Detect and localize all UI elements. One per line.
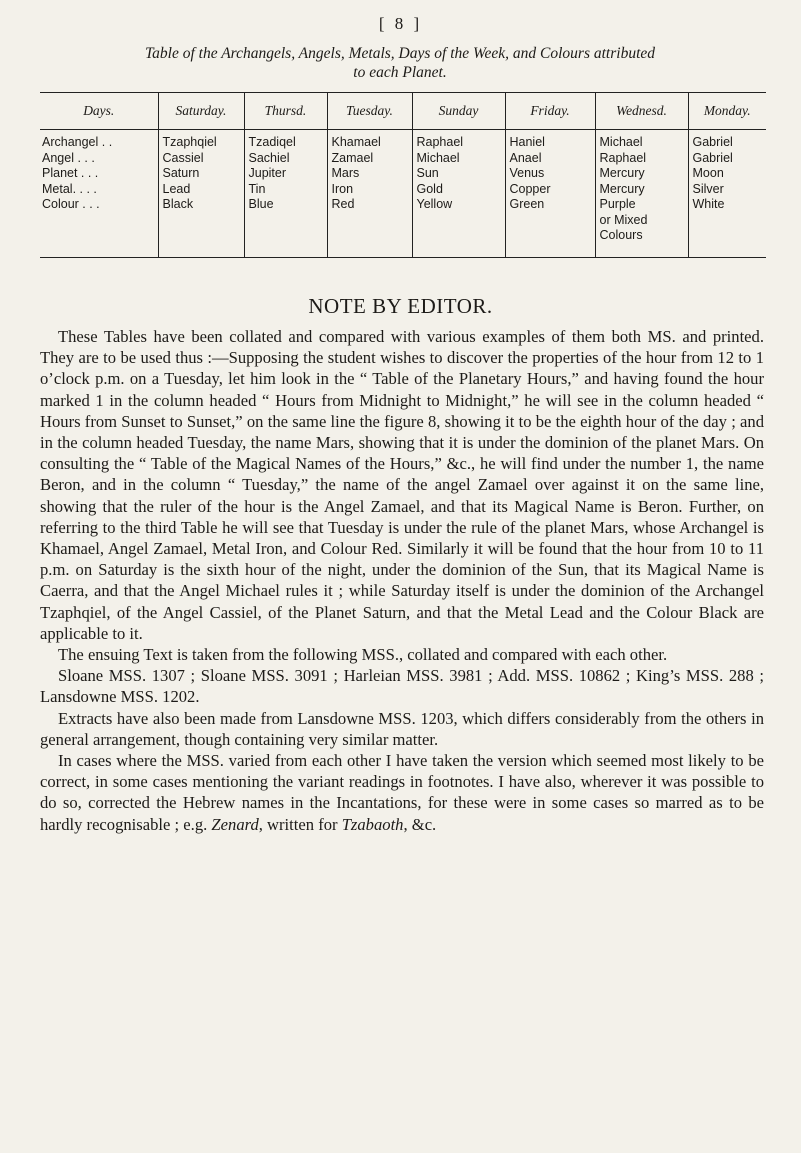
example-zenard: Zenard (211, 814, 259, 834)
table-cell: Tzaphqiel (162, 135, 217, 149)
header-wednesday: Wednesd. (595, 93, 688, 130)
header-tuesday: Tuesday. (327, 93, 412, 130)
table-cell: Saturn (162, 166, 200, 180)
table-cell: Jupiter (248, 166, 287, 180)
row-label-angel: Angel . . . (42, 150, 95, 165)
table-cell: Mercury (599, 166, 645, 180)
table-cell: White (692, 197, 725, 211)
table-cell: Blue (248, 197, 274, 211)
table-cell: Iron (331, 181, 354, 196)
example-tzabaoth: Tzabaoth (341, 814, 404, 834)
monday-cell (688, 130, 766, 258)
header-monday: Monday. (688, 93, 766, 130)
table-header-row (40, 93, 766, 130)
note-body (40, 326, 764, 835)
wednesday-cell (595, 130, 688, 258)
header-sunday: Sunday (412, 93, 505, 130)
header-friday: Friday. (505, 93, 595, 130)
note-paragraph-last (40, 750, 764, 835)
row-label-archangel: Archangel . . (42, 135, 113, 149)
table-cell: Yellow (416, 197, 453, 211)
header-days: Days. (40, 93, 158, 130)
header-thursday: Thursd. (244, 93, 327, 130)
table-caption-line-2: to each Planet. (353, 64, 447, 81)
friday-cell (505, 130, 595, 258)
table-caption-line-1: Table of the Archangels, Angels, Metals, Days of the Week, and Colours attributed (144, 45, 656, 62)
table-cell: or Mixed (599, 212, 648, 227)
table-cell: Michael (416, 150, 460, 165)
table-cell: Green (509, 197, 545, 211)
table-cell: Mercury (599, 181, 645, 196)
note-heading: NOTE BY EDITOR. (308, 294, 493, 318)
table-cell: Anael (509, 150, 542, 165)
header-saturday: Saturday. (158, 93, 244, 130)
sunday-cell (412, 130, 505, 258)
table-cell: Michael (599, 135, 643, 149)
note-paragraph: The ensuing Text is taken from the following MSS., collated and compared with each other. (58, 645, 668, 665)
row-label-colour: Colour . . . (42, 197, 100, 211)
table-cell: Raphael (599, 150, 647, 165)
table-cell: Khamael (331, 135, 381, 149)
table-cell: Gabriel (692, 150, 733, 165)
thursday-cell (244, 130, 327, 258)
table-cell: Tzadiqel (248, 135, 296, 149)
note-paragraph: Extracts have also been made from Lansdowne MSS. 1203, which differs considerably from the others in general arrangement, though containing very similar matter. (40, 708, 764, 749)
table-cell: Zamael (331, 150, 374, 165)
saturday-cell (158, 130, 244, 258)
tuesday-cell (327, 130, 412, 258)
table-cell: Silver (692, 181, 724, 196)
note-paragraph: These Tables have been collated and compared with various examples of them both MS. and printed. They are to be used thus :—Supposing the student wishes to discover the properties of the hour from 12 to 1 o’clock p.m. on a Tuesday, let him look in the “ Table of the Planetary Hours,” and having found the hour marked 1 in the column headed “ Hours from Midnight to Midnight,” he will see in the column headed “ Hours from Sunset to Sunset,” on the same line the figure 8, showing it to be the eighth hour of the day ; and in the column headed Tuesday, the name Mars, showing that it is under the dominion of the planet Mars. On consulting the “ Table of the Magical Names of the Hours,” &c., he will find under the number 1, the name Beron, and in the column “ Tuesday,” the name of the angel Zamael over against it on the same line, showing that the ruler of the hour is the Angel Zamael, and that its Magical Name is Beron. Further, on referring to the third Table he will see that Tuesday is under the rule of the planet Mars, whose Archangel is Khamael, Angel Zamael, Metal Iron, and Colour Red. Similarly it will be found that the hour from 10 to 11 p.m. on Saturday is the sixth hour of the night, under the dominion of the Sun, that its Magical Name is Caerra, and that the Angel Michael rules it ; while Saturday itself is under the dominion of the Archangel Tzaphqiel, of the Angel Cassiel, of the Planet Saturn, and that the Metal Lead and the Colour Black are applicable to it. (40, 327, 764, 643)
example-connector: , written for (258, 814, 338, 834)
table-cell: Sachiel (248, 150, 290, 165)
table-cell: Gold (416, 181, 443, 196)
planet-attributions-table (40, 92, 766, 258)
table-cell: Lead (162, 181, 191, 196)
table-cell: Red (331, 197, 355, 211)
table-cell: Mars (331, 166, 360, 180)
table-cell: Cassiel (162, 150, 204, 165)
table-cell: Raphael (416, 135, 464, 149)
row-label-metal: Metal. . . . (42, 181, 97, 196)
table-cell: Copper (509, 181, 551, 196)
table-cell: Purple (599, 197, 636, 211)
row-labels-cell (40, 130, 158, 258)
page-number: [ 8 ] (378, 14, 423, 33)
note-paragraph: Sloane MSS. 1307 ; Sloane MSS. 3091 ; Harleian MSS. 3981 ; Add. MSS. 10862 ; King’s MSS. 288 ; Lansdowne MSS. 1202. (40, 666, 764, 707)
table-cell: Colours (599, 228, 643, 242)
table-cell: Tin (248, 181, 266, 196)
table-body-row (40, 130, 766, 258)
table-cell: Black (162, 197, 194, 211)
table-cell: Gabriel (692, 135, 733, 149)
example-end: , &c. (403, 814, 437, 834)
table-cell: Venus (509, 166, 545, 180)
note-paragraph-text: In cases where the MSS. varied from each other I have taken the version which seemed most likely to be correct, in some cases mentioning the variant readings in footnotes. I have also, wherever it was possible to do so, corrected the Hebrew names in the Incantations, for these were in some cases so marred as to be hardly recognisable ; e.g. (40, 751, 764, 834)
table-cell: Haniel (509, 135, 545, 149)
table-cell: Sun (416, 166, 439, 180)
row-label-planet: Planet . . . (42, 166, 99, 180)
table-caption (40, 44, 760, 82)
table-cell: Moon (692, 166, 724, 180)
